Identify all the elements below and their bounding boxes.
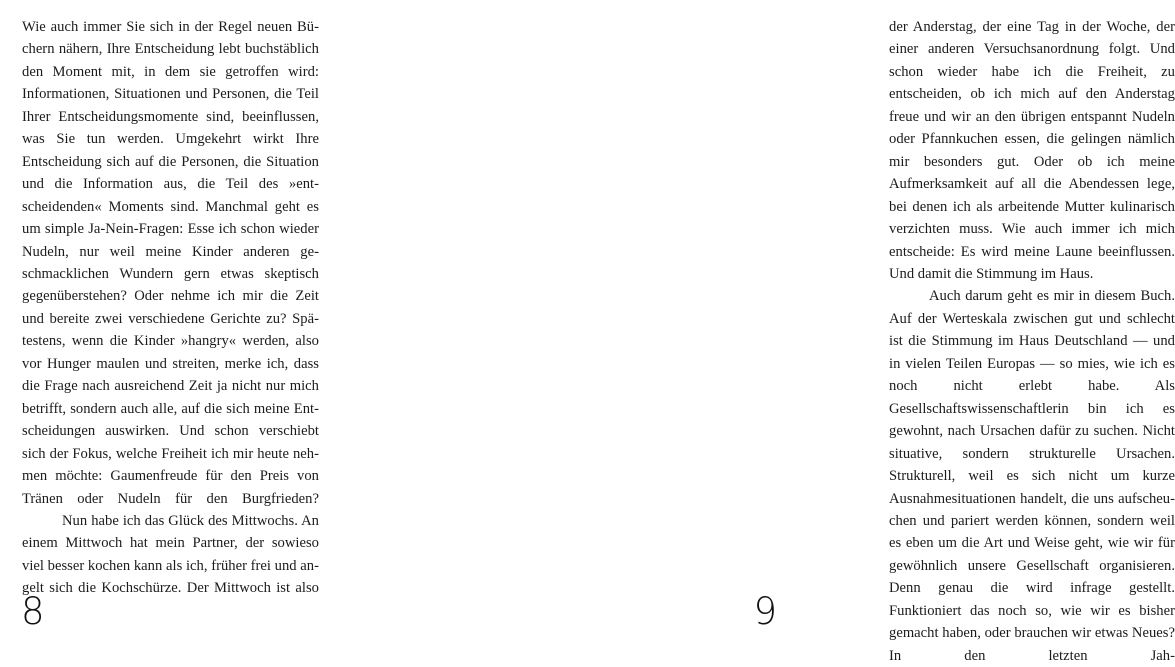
- page-left: [0, 0, 399, 648]
- left-column-textblock: [22, 16, 319, 600]
- page-right: [399, 0, 1175, 664]
- paragraph: Auch darum geht es mir in diesem Buch. Auf der Werteskala zwischen gut und schlecht ist die Stimmung im Haus Deutschland — und in vielen Teilen Europas — so mies, wie ich es noch nicht erlebt habe. Als Gesellschaftswissenschaftlerin bin ich es gewohnt, nach Ursachen dafür zu suchen. Nicht situative, sondern strukturelle Ursachen. Strukturell, weil es sich nicht um kurze Ausnahmesituationen handelt, die uns aufscheuchen und pariert werden können, sondern weil es eben um die Art und Weise geht, wie wir für gewöhnlich unsere Gesellschaft organisieren. Denn genau die wird infrage gestellt. Funktioniert das noch so, wie wir es bisher gemacht haben, oder brauchen wir etwas Neues? In den letzten Jah-: [889, 288, 1175, 664]
- page-number-left: 8: [21, 590, 45, 633]
- paragraph: der Anderstag, der eine Tag in der Woche, der einer anderen Versuchsanordnung folgt. Und schon wieder habe ich die Freiheit, zu entscheiden, ob ich mich auf den Anderstag freue und wir an den übrigen entspannt Nudeln oder Pfannkuchen essen, die gelingen nämlich mir besonders gut. Oder ob ich meine Aufmerksamkeit auf all die Abendessen lege, bei denen ich als arbeitende Mutter kulinarisch verzichten muss. Wie auch immer ich mich entscheide: Es wird meine Laune beeinflussen. Und damit die Stimmung im Haus.: [889, 19, 1175, 282]
- right-column-textblock: [889, 16, 1175, 667]
- paragraph: Nun habe ich das Glück des Mittwochs. An einem Mittwoch hat mein Partner, der sowieso viel besser kochen kann als ich, früher frei und angelt sich die Kochschürze. Der Mittwoch ist also: [22, 512, 319, 597]
- paragraph: Wie auch immer Sie sich in der Regel neuen Büchern nähern, Ihre Entscheidung lebt buchstäblich den Moment mit, in dem sie getroffen wird: Informationen, Situationen und Personen, die Teil Ihrer Entscheidungsmomente sind, beeinflussen, was Sie tun werden. Umgekehrt wirkt Ihre Entscheidung sich auf die Personen, die Situation und die Information aus, die Teil des »entscheidenden« Moments sind. Manchmal geht es um simple Ja-Nein-Fragen: Esse ich schon wieder Nudeln, nur weil meine Kinder anderen geschmacklichen Wundern gern etwas skeptisch gegenüberstehen? Oder nehme ich mir die Zeit und bereite zwei verschiedene Gerichte zu? Spätestens, wenn die Kinder »hangry« werden, also vor Hunger maulen und streiten, merke ich, dass die Frage nach ausreichend Zeit ja nicht nur mich betrifft, sondern auch alle, auf die sich meine Entscheidungen auswirken. Und schon verschiebt sich der Fokus, welche Freiheit ich mir heute nehmen möchte: Gaumenfreude für den Preis von Tränen oder Nudeln für den Burgfrieden?: [22, 19, 319, 507]
- page-number-right: 9: [753, 590, 777, 633]
